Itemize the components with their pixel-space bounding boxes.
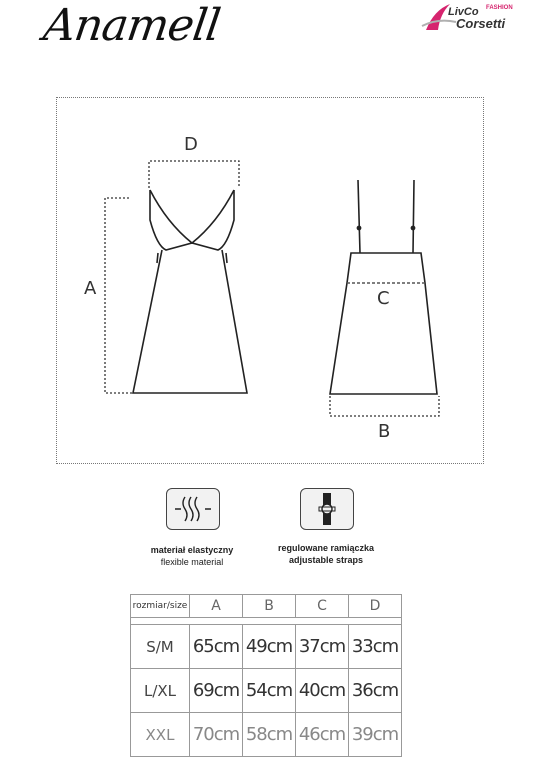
size-label: L/XL [131,669,190,713]
size-label: XXL [131,713,190,757]
brand-logo [420,0,540,44]
table-cell: 69cm [190,669,243,713]
product-title: Anamell [40,0,223,51]
stretch-waves-icon [166,488,220,530]
table-cell: 36cm [349,669,402,713]
table-spacer [131,618,402,625]
table-cell: 70cm [190,713,243,757]
table-cell: 46cm [296,713,349,757]
measurement-diagram [56,97,484,464]
table-row [131,625,402,669]
size-table-header [131,595,402,618]
logo-text-corsetti: Corsetti [456,16,506,31]
logo-text-fashion: FASHION [486,5,513,11]
front-view-outline [133,190,247,393]
feature-flexible-material [132,544,252,568]
table-row [131,669,402,713]
size-header-label: rozmiar/size [131,595,190,618]
measure-label-d: D [184,134,198,155]
table-cell: 33cm [349,625,402,669]
feature-adjustable-straps [266,542,386,566]
adjustable-strap-icon [300,488,354,530]
table-cell: 58cm [243,713,296,757]
garment-outline-drawing [57,98,483,463]
column-header-a: A [190,595,243,618]
measure-label-a: A [84,278,97,299]
size-label: S/M [131,625,190,669]
back-view-outline [330,180,437,394]
logo-text-livco: LivCo [448,6,479,18]
measure-label-c: C [377,288,390,309]
size-table [130,594,402,757]
table-cell: 65cm [190,625,243,669]
feature-label-en: adjustable straps [288,555,364,565]
measure-label-b: B [378,421,391,442]
feature-label-pl: regulowane ramiączka [277,543,375,553]
table-cell: 39cm [349,713,402,757]
column-header-c: C [296,595,349,618]
table-cell: 54cm [243,669,296,713]
feature-label-pl: materiał elastyczny [150,545,234,555]
table-cell: 40cm [296,669,349,713]
table-cell: 37cm [296,625,349,669]
column-header-b: B [243,595,296,618]
feature-label-en: flexible material [160,557,224,567]
column-header-d: D [349,595,402,618]
table-cell: 49cm [243,625,296,669]
